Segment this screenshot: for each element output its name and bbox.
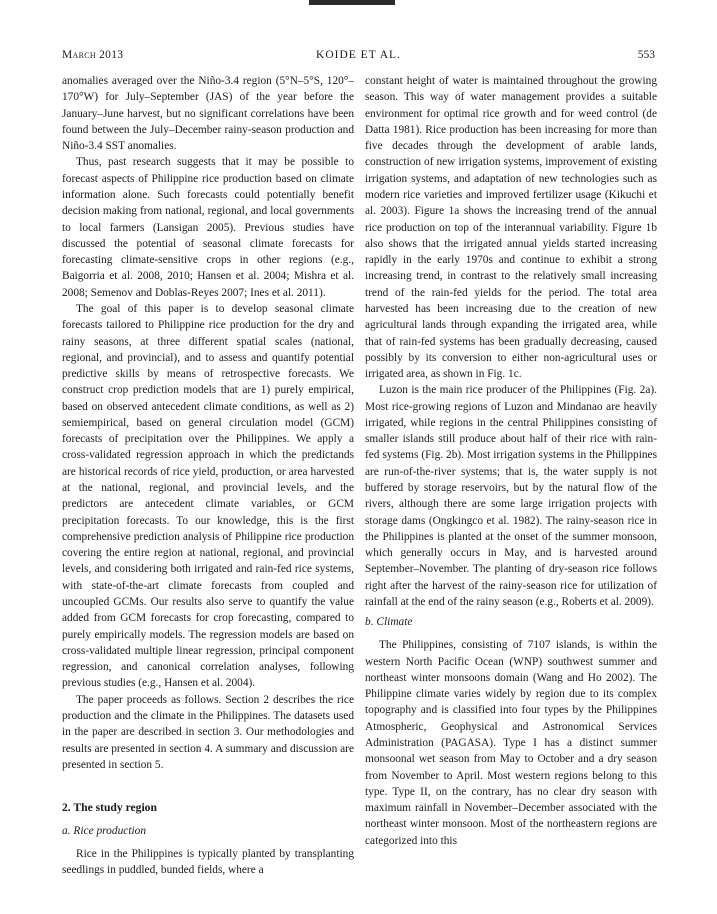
heading-spacer xyxy=(62,839,354,846)
heading-spacer xyxy=(62,816,354,823)
header-date: March 2013 xyxy=(62,49,124,61)
paragraph: The paper proceeds as follows. Section 2 describes the rice production and the climate in the Philippines. The datasets used in the paper are described in section 3. Our methodologies and results are presented in section 4. A summary and discussion are presented in section 5. xyxy=(62,693,354,771)
paragraph: Rice in the Philippines is typically planted by transplanting seedlings in puddled, bunded fields, where a xyxy=(62,848,354,877)
section-spacer xyxy=(62,773,354,800)
paragraph: The Philippines, consisting of 7107 islands, is within the western North Pacific Ocean (WNP) southwest summer and northeast winter monsoons domain (Wang and Ho 2002). The Philippine climate varies widely by region due to its complex topography and is classified into four types by the Philippines Atmospheric, Geophysical and Astronomical Services Administration (PAGASA). Type I has a distinct summer monsoonal wet season from May to October and a dry season from November to April. Most western regions belong to this type. Type II, on the contrary, has no clear dry season with maximum rainfall in November–December associated with the northeast winter monsoon. Most of the northeastern regions are categorized into this xyxy=(365,639,657,847)
subsection-heading: a. Rice production xyxy=(62,825,147,838)
paragraph: The goal of this paper is to develop seasonal climate forecasts tailored to Philippine rice production for the dry and rainy seasons, at three different spatial scales (national, regional, and provincial), and to assess and quantify potential predictive skills by means of retrospective forecasts. We construct crop prediction models that are 1) purely empirical, based on observed antecedent climate conditions, as well as 2) semiempirical, based on general circulation model (GCM) forecasts of precipitation over the Philippines. We apply a cross-validated regression approach in which the predictands are historical records of rice yield, production, or area harvested at the national, regional, and provincial levels, and the predictors are antecedent climate variables, or GCM precipitation forecasts. To our knowledge, this is the first comprehensive prediction analysis of Philippine rice production covering the entire region at national, regional, and provincial levels, and considering both irrigated and rain-fed rice systems, with state-of-the-art climate forecasts from coupled and uncoupled GCMs. Our results also serve to quantify the value added from GCM forecasts for crop forecasting, compared to purely empirically models. The regression models are based on cross-validated multiple linear regression, principal component regression, and canonical correlation analyses, following previous studies (e.g., Hansen et al. 2004). xyxy=(62,302,354,690)
section-heading: 2. The study region xyxy=(62,801,157,815)
subsection-heading: b. Climate xyxy=(365,616,413,629)
header-page-number: 553 xyxy=(637,49,655,61)
paragraph: Luzon is the main rice producer of the Philippines (Fig. 2a). Most rice-growing regions of Luzon and Mindanao are heavily irrigated, while regions in the central Philippines consisting of smaller islands still produce about half of their rice with rain-fed systems (Fig. 2b). Most irrigation systems in the Philippines are run-of-the-river systems; that is, the water supply is not buffered by storage reservoirs, but by the natural flow of the rivers, although there are some large irrigation projects with storage dams (Ongkingco et al. 1982). The rainy-season rice in the Philippines is planted at the onset of the summer monsoon, which generally occurs in May, and is harvested around September–November. The planting of dry-season rice follows right after the harvest of the rainy-season rice for utilization of rainfall at the end of the rainy season (e.g., Roberts et al. 2009). xyxy=(365,384,657,608)
left-column xyxy=(62,73,354,879)
right-column xyxy=(365,73,657,849)
top-edge-bar xyxy=(309,0,395,5)
header-authors: KOIDE ET AL. xyxy=(316,49,401,61)
paragraph: Thus, past research suggests that it may be possible to forecast aspects of Philippine rice production based on climate information alone. Such forecasts could potentially benefit decision making from national, regional, and local governments to local farmers (Lansigan 2005). Previous studies have discussed the potential of seasonal climate forecasts for forecasting climate-sensitive crops in other regions (e.g., Baigorria et al. 2008, 2010; Hansen et al. 2004; Mishra et al. 2008; Semenov and Doblas-Reyes 2007; Ines et al. 2011). xyxy=(62,156,354,299)
paragraph: anomalies averaged over the Niño-3.4 region (5°N–5°S, 120°–170°W) for July–September (JAS) of the year before the January–June harvest, but no significant correlations have been found between the July–December rainy-season production and Niño-3.4 SST anomalies. xyxy=(62,75,354,153)
running-header xyxy=(62,49,655,65)
heading-spacer xyxy=(365,630,657,637)
paragraph: constant height of water is maintained throughout the growing season. This way of water management provides a suitable environment for optimal rice growth and for weed control (de Datta 1981). Rice production has been increasing for more than five decades through the development of arable lands, construction of new irrigation systems, improvement of existing irrigation systems, and adaptation of new technologies such as modern rice varieties and improved fertilizer usage (Kikuchi et al. 2003). Figure 1a shows the increasing trend of the annual rice production on top of the interannual variability. Figure 1b also shows that the irrigated annual yields started increasing rapidly in the early 1970s and continue to exhibit a strong increasing trend, in contrast to the relatively small increasing trend of the rain-fed yields for the period. The total area harvested has been increasing due to the creation of new agricultural lands through expanding the irrigated area, while that of rain-fed systems has been gradually decreasing, caused possibly by its conversion to either non-agricultural uses or irrigated area, as shown in Fig. 1c. xyxy=(365,75,657,381)
